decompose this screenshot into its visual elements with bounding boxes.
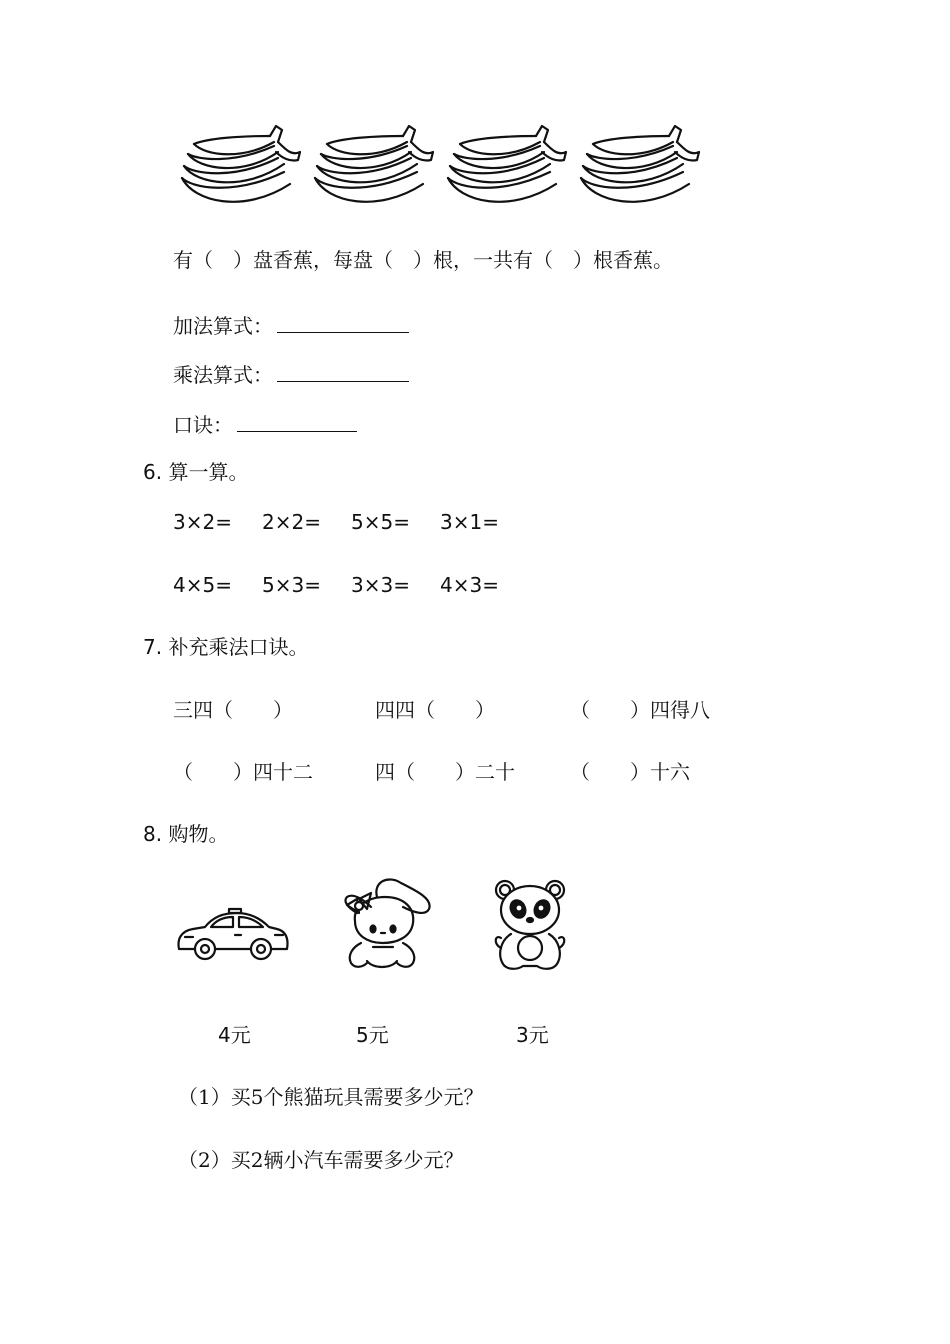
panda-price: 3元 [516,1023,549,1047]
toy-car-icon [175,905,291,963]
banana-plate-icon [577,122,702,214]
q7-heading [143,637,308,657]
q7-item: （ ）十六 [570,760,690,784]
bunny-doll-icon [333,877,435,971]
q7-item: 四（ ）二十 [375,760,515,784]
multiplication-label: 乘法算式： [173,363,273,387]
q6-item: 3×2= [173,510,232,534]
banana-plate-icon [311,122,436,214]
q7-item: （ ）四得八 [570,698,710,722]
banana-plate-icon [178,122,303,214]
addition-label: 加法算式： [173,314,273,338]
q6-item: 4×3= [440,573,499,597]
q6-item: 2×2= [262,510,321,534]
banana-plate-icon [444,122,569,214]
q6-item: 3×1= [440,510,499,534]
q7-item: 三四（ ） [173,698,293,722]
q6-item: 5×5= [351,510,410,534]
q7-title: 补充乘法口诀。 [168,635,309,659]
q8-sub-question-2: （2）买2辆小汽车需要多少元？ [178,1148,464,1172]
q6-heading [143,462,248,482]
addition-line [173,314,409,336]
q7-number: 7. [143,635,163,659]
q6-item: 4×5= [173,573,232,597]
q6-number: 6. [143,460,163,484]
q8-title: 购物。 [168,822,229,846]
q6-title: 算一算。 [168,460,249,484]
q6-item: 5×3= [262,573,321,597]
bunny-price: 5元 [356,1023,389,1047]
q7-item: （ ）四十二 [173,760,313,784]
car-price: 4元 [218,1023,251,1047]
q8-number: 8. [143,822,163,846]
q8-heading [143,824,228,844]
q8-sub-question-1: （1）买5个熊猫玩具需要多少元？ [178,1085,484,1109]
panda-toy-icon [493,878,567,972]
banana-question: 有（ ）盘香蕉，每盘（ ）根，一共有（ ）根香蕉。 [173,248,673,272]
q6-item: 3×3= [351,573,410,597]
rhyme-answer-blank[interactable] [237,413,357,432]
q7-item: 四四（ ） [375,698,495,722]
rhyme-label: 口诀： [173,413,233,437]
multiplication-line [173,363,409,385]
addition-answer-blank[interactable] [277,314,409,333]
rhyme-line [173,413,357,435]
multiplication-answer-blank[interactable] [277,363,409,382]
